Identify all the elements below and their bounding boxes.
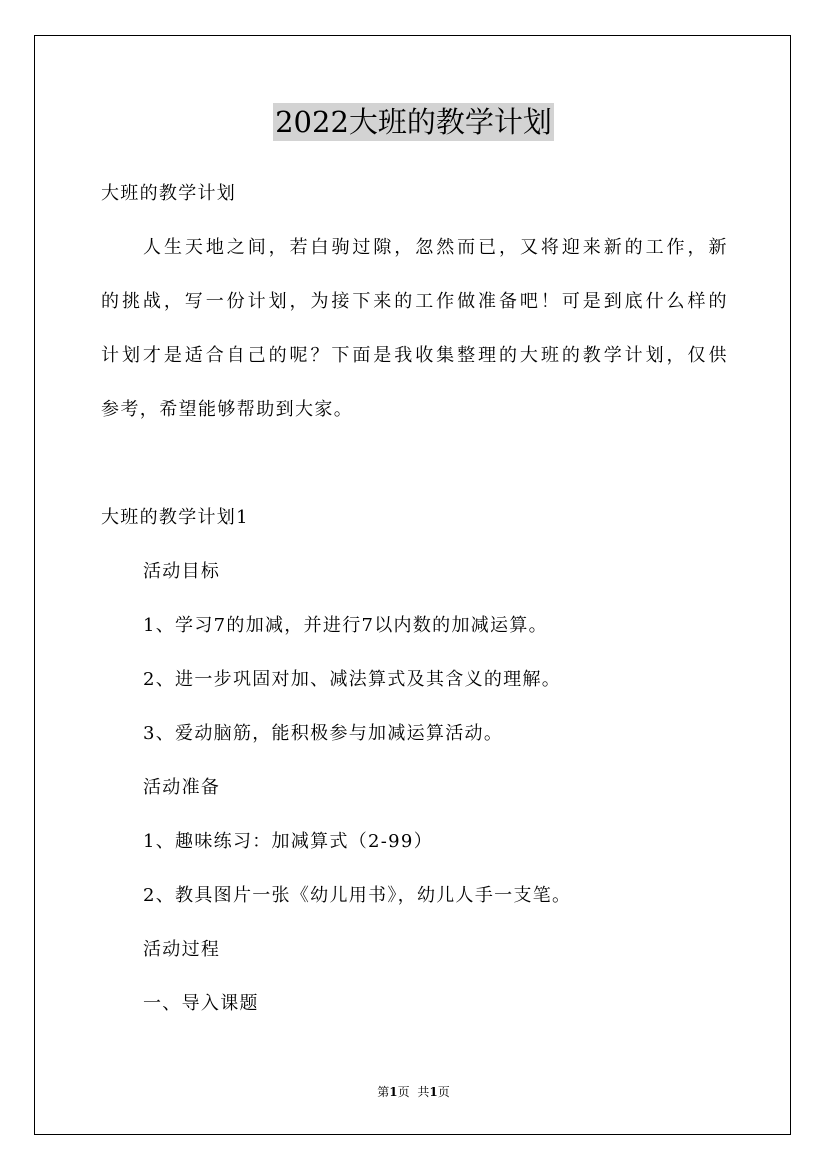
section-heading: 大班的教学计划1 — [101, 507, 249, 528]
body-line: 一、导入课题 — [143, 993, 259, 1014]
intro-line: 的挑战，写一份计划，为接下来的工作做准备吧！可是到底什么样的 — [101, 291, 727, 312]
intro-line: 计划才是适合自己的呢？下面是我收集整理的大班的教学计划，仅供 — [101, 345, 727, 366]
intro-line: 参考，希望能够帮助到大家。 — [101, 399, 354, 420]
body-line: 活动过程 — [143, 939, 221, 960]
intro-line: 人生天地之间，若白驹过隙，忽然而已，又将迎来新的工作，新 — [143, 237, 727, 258]
body-line: 活动目标 — [143, 561, 221, 582]
footer-page-suffix: 页 — [397, 1085, 410, 1099]
footer-page-prefix: 第 — [377, 1085, 390, 1099]
footer-total-number: 1 — [429, 1085, 438, 1099]
footer-total-prefix: 共 — [417, 1085, 430, 1099]
body-line: 1、学习7的加减，并进行7以内数的加减运算。 — [143, 615, 548, 636]
document-title: 2022大班的教学计划 — [275, 105, 552, 139]
footer-page-number: 1 — [389, 1085, 398, 1099]
title-container — [0, 103, 827, 141]
document-subtitle: 大班的教学计划 — [101, 183, 237, 204]
footer-total-suffix: 页 — [437, 1085, 450, 1099]
body-line: 1、趣味练习：加减算式（2-99） — [143, 831, 433, 852]
body-line: 3、爱动脑筋，能积极参与加减运算活动。 — [143, 723, 504, 744]
body-line: 2、教具图片一张《幼儿用书》，幼儿人手一支笔。 — [143, 885, 572, 906]
body-line: 活动准备 — [143, 777, 221, 798]
body-line: 2、进一步巩固对加、减法算式及其含义的理解。 — [143, 669, 562, 690]
page-footer — [0, 1083, 827, 1101]
